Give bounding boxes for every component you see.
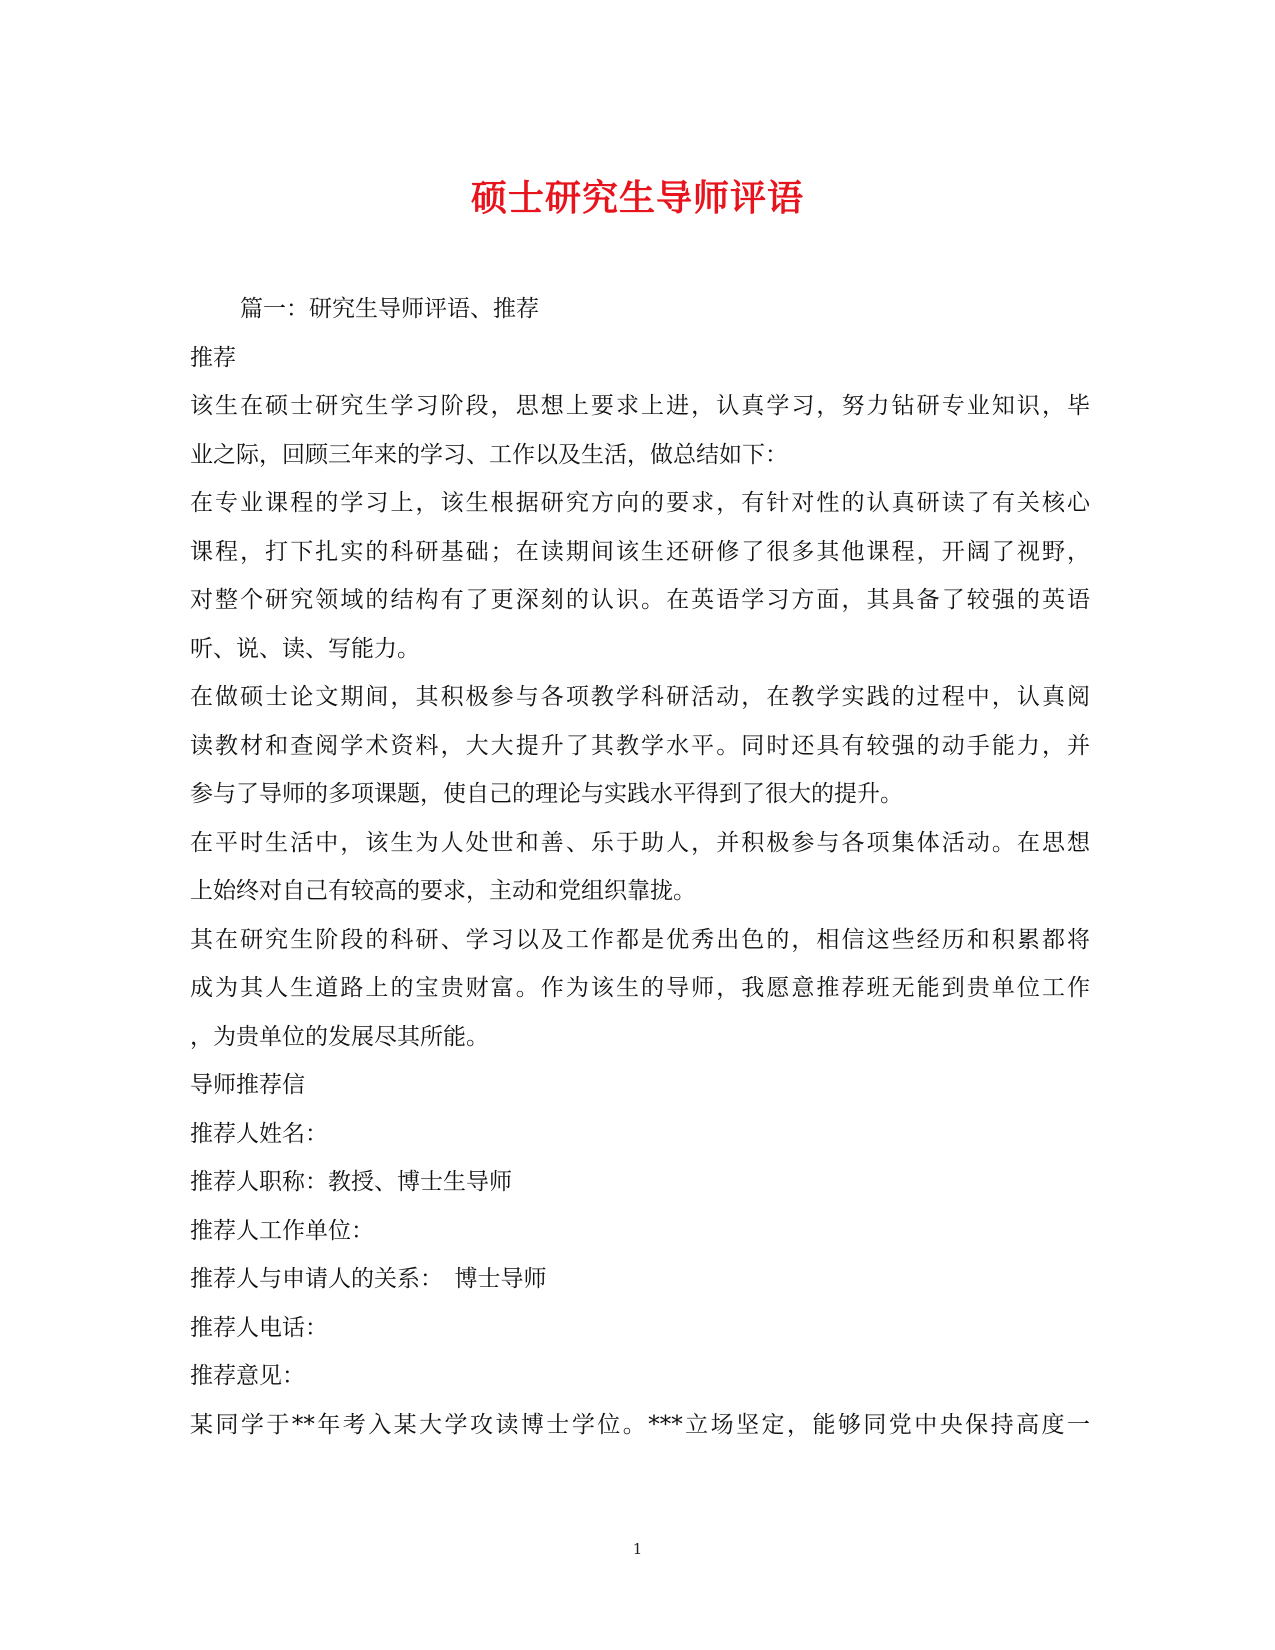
text-line: 推荐人电话： [190,1314,328,1341]
section-heading: 篇一：研究生导师评语、推荐 [240,296,539,322]
document-title: 硕士研究生导师评语 [470,177,804,219]
text-line: 课程，打下扎实的科研基础；在读期间该生还研修了很多其他课程，开阔了视野， [190,538,1090,565]
page-number: 1 [632,1540,643,1558]
text-line: 导师推荐信 [190,1072,305,1098]
text-line: 在平时生活中，该生为人处世和善、乐于助人，并积极参与各项集体活动。在思想 [190,829,1090,856]
text-line: 推荐人姓名： [190,1120,328,1147]
text-line: 其在研究生阶段的科研、学习以及工作都是优秀出色的，相信这些经历和积累都将 [190,926,1090,953]
document-body [190,285,1090,1449]
text-line: 业之际，回顾三年来的学习、工作以及生活，做总结如下： [190,441,788,468]
text-line: 某同学于**年考入某大学攻读博士学位。***立场坚定，能够同党中央保持高度一 [190,1411,1090,1438]
text-line: 推荐人工作单位： [190,1217,374,1244]
text-line: ，为贵单位的发展尽其所能。 [190,1023,489,1050]
text-line: 推荐人职称：教授、博士生导师 [190,1169,512,1195]
text-line: 该生在硕士研究生学习阶段，思想上要求上进，认真学习，努力钻研专业知识，毕 [190,393,1090,419]
text-line: 参与了导师的多项课题，使自己的理论与实践水平得到了很大的提升。 [190,781,903,807]
text-line: 成为其人生道路上的宝贵财富。作为该生的导师，我愿意推荐班无能到贵单位工作 [190,975,1090,1001]
text-line: 推荐 [190,344,236,371]
text-line: 读教材和查阅学术资料，大大提升了其教学水平。同时还具有较强的动手能力，并 [190,732,1090,759]
text-line: 上始终对自己有较高的要求，主动和党组织靠拢。 [190,878,696,904]
text-line: 在做硕士论文期间，其积极参与各项教学科研活动，在教学实践的过程中，认真阅 [190,684,1090,710]
text-line: 在专业课程的学习上，该生根据研究方向的要求，有针对性的认真研读了有关核心 [190,490,1090,516]
text-line: 推荐意见： [190,1363,305,1389]
text-line: 对整个研究领域的结构有了更深刻的认识。在英语学习方面，其具备了较强的英语 [190,587,1090,613]
text-line: 听、说、读、写能力。 [190,635,420,662]
text-line: 推荐人与申请人的关系： 博士导师 [190,1266,547,1292]
